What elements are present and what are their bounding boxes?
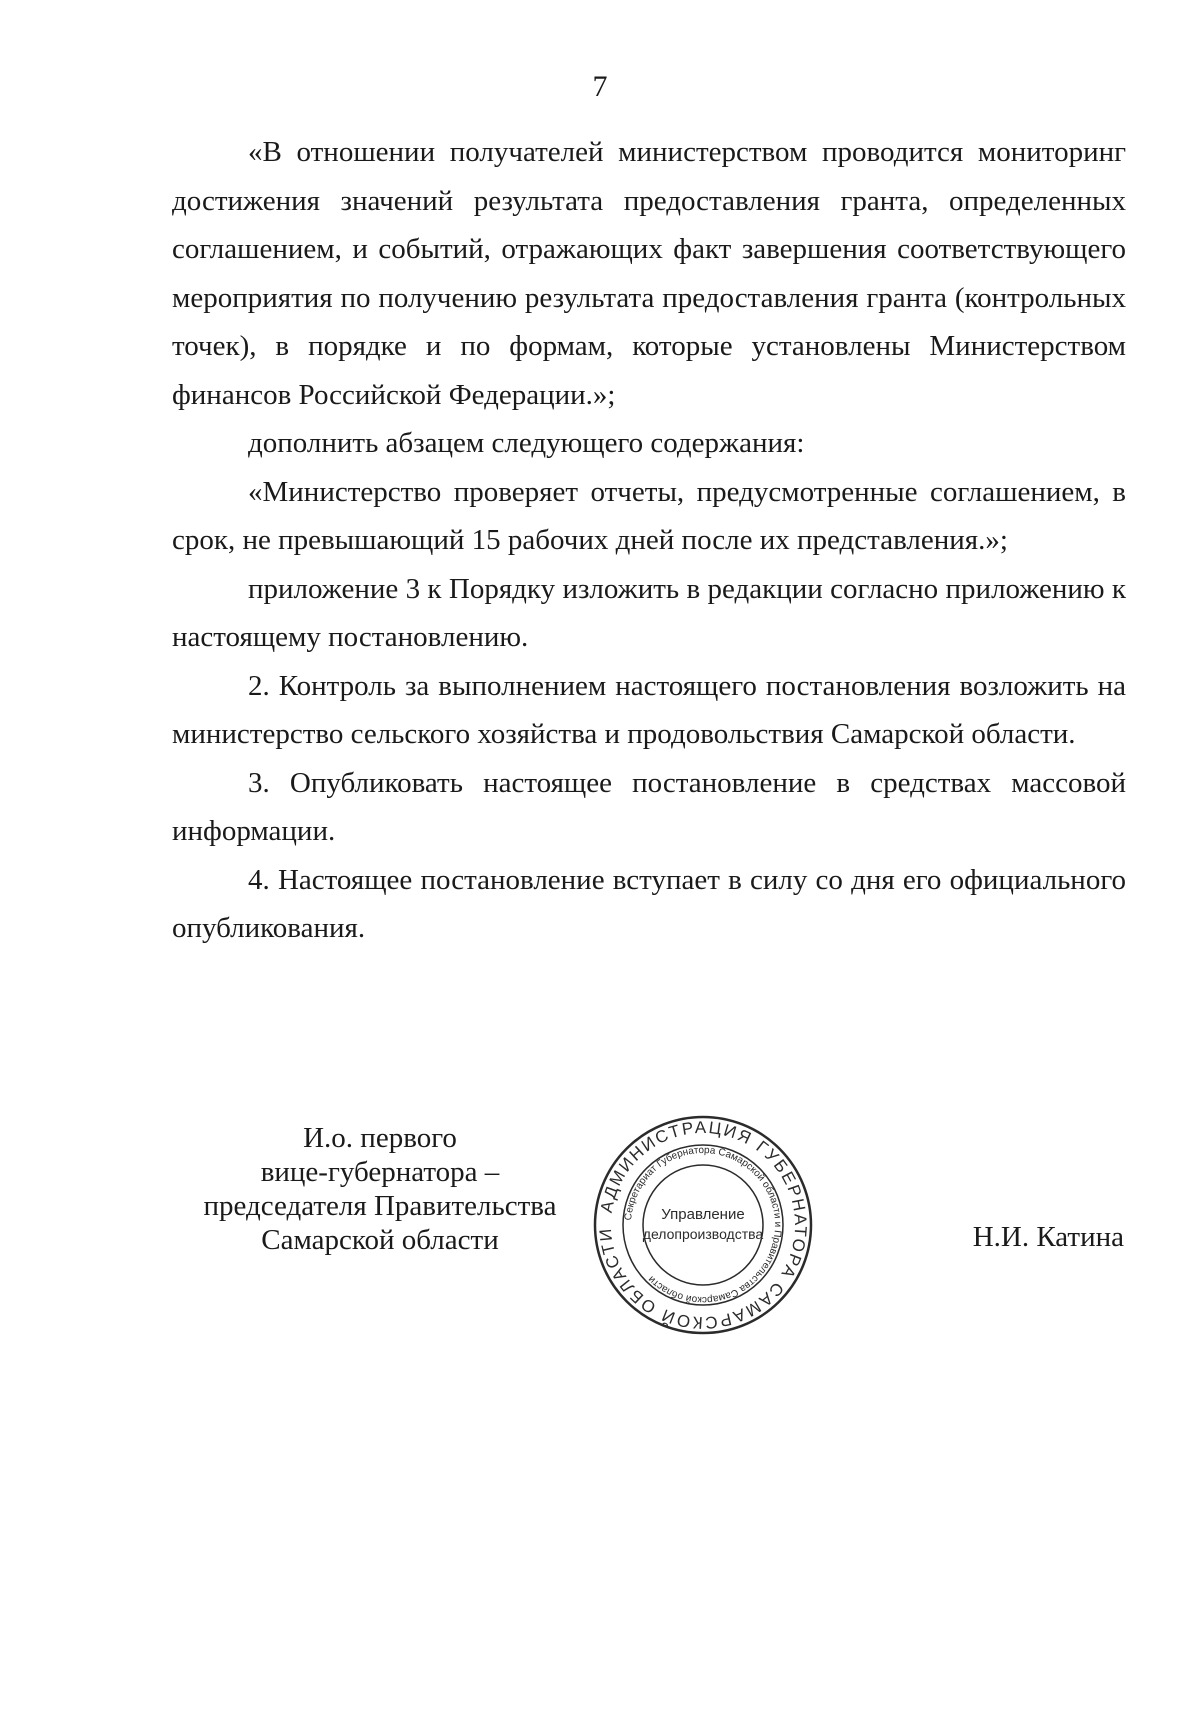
page-number: 7 [592, 70, 608, 103]
seal-inner-text: Секретариат Губернатора Самарской области и Правительства Самарской области [623, 1144, 784, 1306]
signatory-title-line: И.о. первого [303, 1122, 457, 1154]
paragraph-item-3: 3. Опубликовать настоящее постановление в средствах массовой информации. [172, 766, 1126, 847]
signatory-title-line: Самарской области [261, 1224, 499, 1256]
paragraph-monitoring: «В отношении получателей министерством проводится мониторинг достижения значений результата предоставления гранта, определенных соглашением, и событий, отражающих факт завершения соответствующего мероприятия по получению результата предоставления гранта (контрольных точек), в порядке и по формам, которые установлены Министерством финансов Российской Федерации.»; [172, 136, 1126, 411]
signatory-title [180, 1121, 580, 1257]
paragraph-item-4: 4. Настоящее постановление вступает в силу со дня его официального опубликования. [172, 863, 1126, 944]
seal-center-line: Управление [661, 1206, 745, 1223]
paragraph-item-2: 2. Контроль за выполнением настоящего постановления возложить на министерство сельского хозяйства и продовольствия Самарской области. [172, 669, 1126, 750]
svg-text:Секретариат Губернатора Самарс [623, 1145, 783, 1305]
signer-name: Н.И. Катина [972, 1221, 1124, 1253]
signatory-title-line: председателя Правительства [203, 1190, 557, 1222]
signatory-title-line: вице-губернатора – [260, 1156, 500, 1188]
document-body [172, 128, 1126, 953]
paragraph-reports-check: «Министерство проверяет отчеты, предусмотренные соглашением, в срок, не превышающий 15 рабочих дней после их представления.»; [172, 475, 1126, 556]
paragraph-appendix-3: приложение 3 к Порядку изложить в редакции согласно приложению к настоящему постановлению. [172, 572, 1126, 653]
seal-outer-text: АДМИНИСТРАЦИЯ ГУБЕРНАТОРА САМАРСКОЙ ОБЛАСТИ [595, 1117, 811, 1333]
official-seal [590, 1112, 816, 1338]
paragraph-add-clause: дополнить абзацем следующего содержания: [248, 427, 805, 459]
seal-center-line: делопроизводства [642, 1226, 764, 1242]
